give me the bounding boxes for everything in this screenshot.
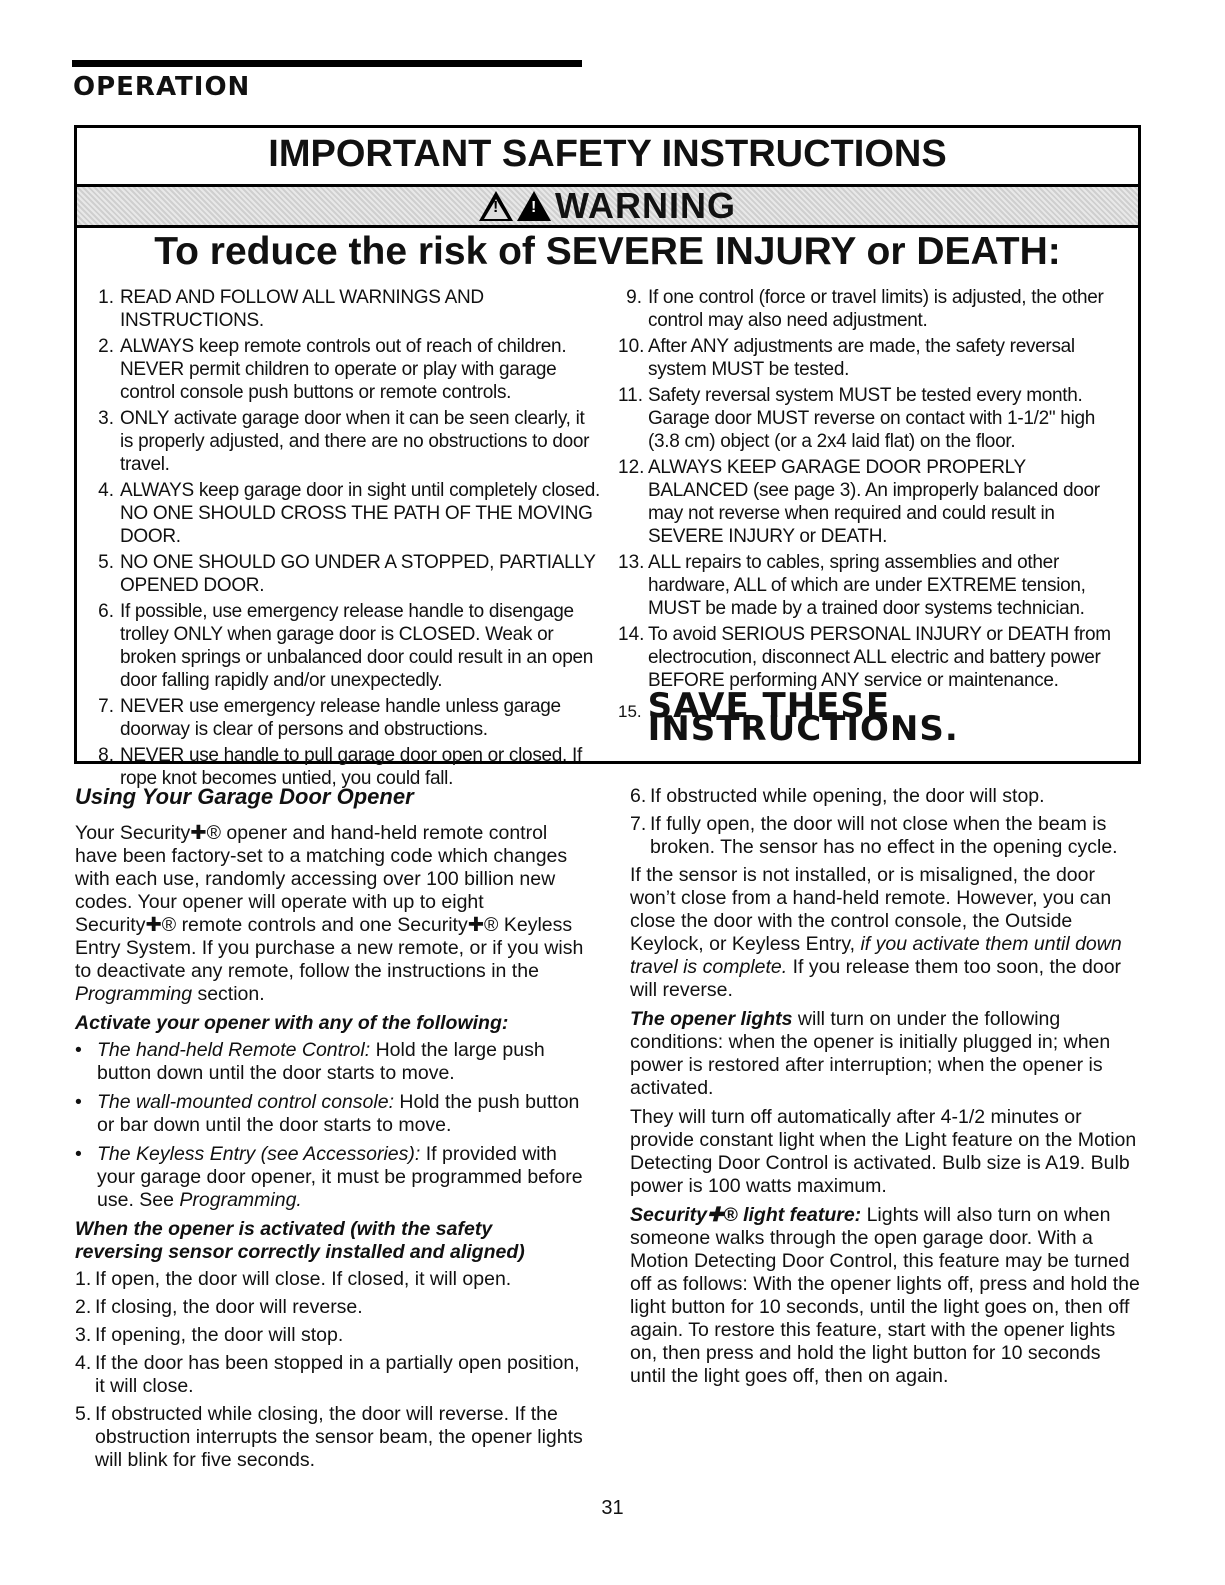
instruction-number: 14. bbox=[618, 624, 645, 645]
step-text: If fully open, the door will not close when the beam is broken. The sensor has no effect in the opening cycle. bbox=[650, 813, 1118, 858]
step-number: 2. bbox=[75, 1296, 92, 1318]
safety-box-title: IMPORTANT SAFETY INSTRUCTIONS bbox=[268, 133, 947, 175]
save-number: 15. bbox=[618, 702, 642, 721]
instruction-text: ONLY activate garage door when it can be seen clearly, it is properly adjusted, and there are no obstructions to door travel. bbox=[120, 408, 590, 475]
bullet-dot-icon: • bbox=[75, 1091, 82, 1113]
bullet-dot-icon: • bbox=[75, 1039, 82, 1061]
bullet-dot-icon: • bbox=[75, 1143, 82, 1165]
opener-lights-paragraph: The opener lights will turn on under the following conditions: when the opener is initially plugged in; when power is restored after interruption; when the opener is activated. bbox=[630, 1008, 1111, 1099]
step-number: 5. bbox=[75, 1403, 92, 1425]
step-text: If the door has been stopped in a partially open position, it will close. bbox=[95, 1352, 580, 1397]
bullet-body: If provided with your garage door opener, it must be programmed before use. See bbox=[97, 1143, 583, 1211]
steps-list-right bbox=[630, 785, 1140, 859]
bullet-emphasis-end: Programming. bbox=[179, 1189, 302, 1211]
bullet-body: Hold the large push button down until the door starts to move. bbox=[97, 1039, 545, 1084]
safety-instructions-box bbox=[74, 125, 1141, 789]
instruction-text: NEVER use emergency release handle unless garage doorway is clear of persons and obstructions. bbox=[120, 696, 561, 740]
bullet-item bbox=[75, 1039, 585, 1085]
step-item bbox=[75, 1324, 585, 1347]
bullet-body: Hold the push button or bar down until the door starts to move. bbox=[97, 1091, 580, 1136]
instruction-text: After ANY adjustments are made, the safety reversal system MUST be tested. bbox=[648, 336, 1075, 380]
instruction-item bbox=[90, 551, 600, 597]
instruction-number: 6. bbox=[98, 601, 114, 622]
step-number: 7. bbox=[630, 813, 647, 835]
warning-label: WARNING bbox=[555, 185, 736, 226]
bullet-text bbox=[97, 1091, 585, 1137]
step-text: If opening, the door will stop. bbox=[95, 1324, 344, 1346]
lights-off-paragraph: They will turn off automatically after 4-1/2 minutes or provide constant light when the Light feature on the Motion Detecting Door Control is activated. Bulb size is A19. Bulb power is 100 watts maximum. bbox=[630, 1106, 1137, 1197]
warning-triangle-icon: ! bbox=[517, 191, 551, 221]
intro-paragraph: Your Security✚® opener and hand-held remote control have been factory-set to a matching code which changes with each use, randomly accessing over 100 billion new codes. Your opener will operate with up to eight Security✚® remote controls and one Security✚® Keyless Entry System. If you purchase a new remote, or if you wish to deactivate any remote, follow the instructions in the Programming section. bbox=[75, 822, 584, 1005]
instruction-number: 4. bbox=[98, 480, 114, 501]
instruction-number: 12. bbox=[618, 457, 645, 478]
instruction-number: 5. bbox=[98, 552, 114, 573]
instruction-item bbox=[618, 335, 1128, 381]
instruction-text: ALWAYS keep remote controls out of reach of children. NEVER permit children to operate or play with garage control console push buttons or remote controls. bbox=[120, 336, 567, 403]
risk-heading: To reduce the risk of SEVERE INJURY or DEATH: bbox=[154, 230, 1061, 273]
bullet-item bbox=[75, 1143, 585, 1212]
step-item bbox=[75, 1268, 585, 1291]
instruction-item bbox=[90, 479, 600, 548]
bullet-emphasis: The hand-held Remote Control: bbox=[97, 1039, 371, 1061]
warning-bar bbox=[77, 184, 1138, 228]
bullet-emphasis: The wall-mounted control console: bbox=[97, 1091, 394, 1113]
header-rule bbox=[72, 60, 582, 67]
instruction-text: NO ONE SHOULD GO UNDER A STOPPED, PARTIALLY OPENED DOOR. bbox=[120, 552, 596, 596]
bullet-item bbox=[75, 1091, 585, 1137]
light-feature-paragraph: Security✚® light feature: Lights will also turn on when someone walks through the open garage door. With a Motion Detecting Door Control, this feature may be turned off as follows: With the opener lights off, press and hold the light button for 10 seconds, until the light goes on, then off again. To restore this feature, start with the opener lights on, then press and hold the light button for 10 seconds until the light goes off, then on again. bbox=[630, 1204, 1140, 1387]
instruction-item bbox=[90, 600, 600, 692]
activate-list bbox=[75, 1039, 585, 1212]
step-number: 3. bbox=[75, 1324, 92, 1346]
instruction-text: ALL repairs to cables, spring assemblies and other hardware, ALL of which are under EXTREME tension, MUST be made by a trained door systems technician. bbox=[648, 552, 1086, 619]
instruction-text: NEVER use handle to pull garage door open or closed. If rope knot becomes untied, you could fall. bbox=[120, 745, 582, 789]
instruction-number: 10. bbox=[618, 336, 645, 357]
instruction-number: 7. bbox=[98, 696, 114, 717]
bullet-text bbox=[97, 1039, 585, 1085]
bullet-text bbox=[97, 1143, 585, 1212]
instruction-text: If possible, use emergency release handle to disengage trolley ONLY when garage door is CLOSED. Weak or broken springs or unbalanced door could result in an open door falling rapidly and/or unexpectedly. bbox=[120, 601, 594, 691]
step-text: If obstructed while closing, the door will reverse. If the obstruction interrupts the sensor beam, the opener lights will blink for five seconds. bbox=[95, 1403, 583, 1471]
sensor-paragraph: If the sensor is not installed, or is misaligned, the door won’t close from a hand-held remote. However, you can close the door with the control console, the Outside Keylock, or Keyless Entry, if you activate them until down travel is complete. If you release them too soon, the door will reverse. bbox=[630, 864, 1122, 1001]
step-number: 4. bbox=[75, 1352, 92, 1374]
instruction-number: 2. bbox=[98, 336, 114, 357]
instructions-left bbox=[90, 286, 600, 793]
steps-list-left bbox=[75, 1268, 585, 1472]
step-item bbox=[75, 1352, 585, 1398]
instruction-item bbox=[90, 335, 600, 404]
activate-heading: Activate your opener with any of the following: bbox=[75, 1012, 509, 1034]
instruction-text: READ AND FOLLOW ALL WARNINGS AND INSTRUCTIONS. bbox=[120, 287, 484, 331]
instruction-item bbox=[618, 551, 1128, 620]
bullet-emphasis: The Keyless Entry (see Accessories): bbox=[97, 1143, 421, 1165]
instruction-text: Safety reversal system MUST be tested every month. Garage door MUST reverse on contact with 1-1/2" high (3.8 cm) object (or a 2x4 laid flat) on the floor. bbox=[648, 385, 1096, 452]
instruction-text: ALWAYS KEEP GARAGE DOOR PROPERLY BALANCED (see page 3). An improperly balanced door may not reverse when required and could result in SEVERE INJURY or DEATH. bbox=[648, 457, 1100, 547]
when-activated-heading: When the opener is activated (with the safety reversing sensor correctly installed and aligned) bbox=[75, 1218, 525, 1263]
instruction-text: To avoid SERIOUS PERSONAL INJURY or DEATH from electrocution, disconnect ALL electric and battery power BEFORE performing ANY service or maintenance. bbox=[648, 624, 1111, 691]
save-text: SAVE THESE INSTRUCTIONS. bbox=[647, 686, 959, 749]
step-item bbox=[75, 1296, 585, 1319]
step-item bbox=[75, 1403, 585, 1472]
using-right-column bbox=[630, 785, 1140, 1394]
instruction-number: 3. bbox=[98, 408, 114, 429]
step-item bbox=[630, 785, 1140, 808]
instruction-number: 1. bbox=[98, 287, 114, 308]
instruction-number: 8. bbox=[98, 745, 114, 766]
instruction-number: 11. bbox=[618, 385, 644, 406]
instructions-right bbox=[618, 286, 1128, 749]
instruction-text: If one control (force or travel limits) is adjusted, the other control may also need adjustment. bbox=[648, 287, 1104, 331]
save-instructions bbox=[618, 686, 1128, 749]
instruction-item bbox=[90, 286, 600, 332]
step-text: If obstructed while opening, the door will stop. bbox=[650, 785, 1045, 807]
instruction-item bbox=[618, 623, 1128, 692]
instruction-item bbox=[618, 286, 1128, 332]
using-left-column bbox=[75, 785, 585, 1477]
instruction-text: ALWAYS keep garage door in sight until completely closed. NO ONE SHOULD CROSS THE PATH OF THE MOVING DOOR. bbox=[120, 480, 600, 547]
instruction-number: 13. bbox=[618, 552, 645, 573]
step-text: If closing, the door will reverse. bbox=[95, 1296, 363, 1318]
instruction-item bbox=[90, 695, 600, 741]
instruction-item bbox=[90, 407, 600, 476]
using-heading: Using Your Garage Door Opener bbox=[75, 784, 414, 809]
instruction-item bbox=[618, 456, 1128, 548]
instruction-item bbox=[618, 384, 1128, 453]
instruction-number: 9. bbox=[626, 287, 642, 308]
step-number: 6. bbox=[630, 785, 647, 807]
step-item bbox=[630, 813, 1140, 859]
step-number: 1. bbox=[75, 1268, 92, 1290]
warning-triangle-outline-icon: ! bbox=[479, 191, 513, 221]
step-text: If open, the door will close. If closed, it will open. bbox=[95, 1268, 512, 1290]
page-number: 31 bbox=[601, 1497, 624, 1519]
section-title: OPERATION bbox=[73, 72, 251, 102]
